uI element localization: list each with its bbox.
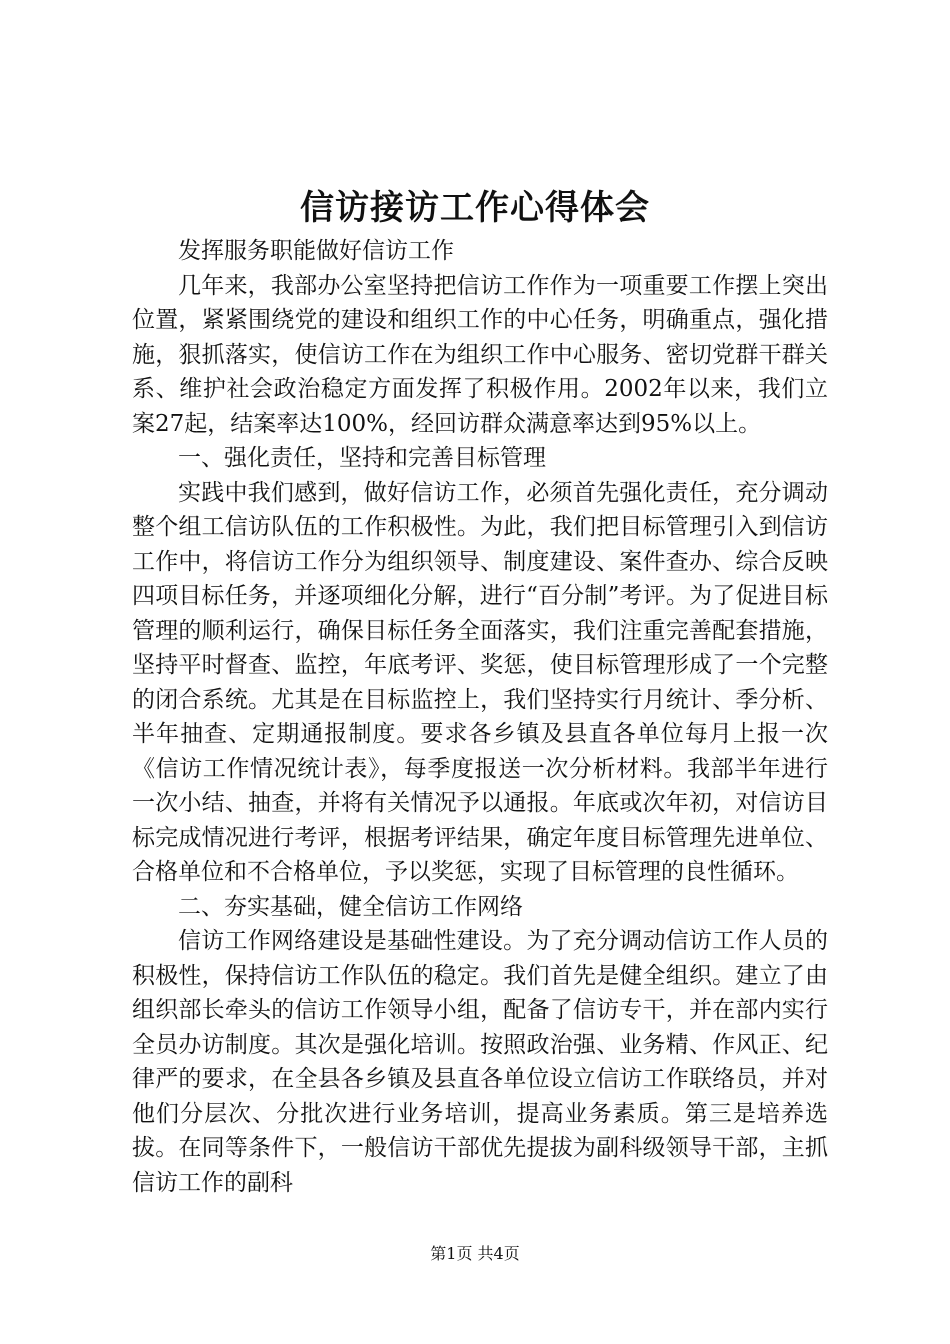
section-heading-2: 二、夯实基础，健全信访工作网络: [178, 893, 523, 920]
section-heading-1: 一、强化责任，坚持和完善目标管理: [178, 445, 546, 471]
document-title: 信访接访工作心得体会: [300, 188, 650, 228]
document-body: [132, 234, 828, 1200]
paragraph-section-2: 信访工作网络建设是基础性建设。为了充分调动信访工作人员的积极性，保持信访工作队伍的稳定。我们首先是健全组织。建立了由组织部长牵头的信访工作领导小组，配备了信访专干，并在部内实行全员办访制度。其次是强化培训。按照政治强、业务精、作风正、纪律严的要求，在全县各乡镇及县直各单位设立信访工作联络员，并对他们分层次、分批次进行业务培训，提高业务素质。第三是培养选拔。在同等条件下，一般信访干部优先提拔为副科级领导干部，主抓信访工作的副科: [132, 928, 828, 1196]
paragraph-intro: 几年来，我部办公室坚持把信访工作作为一项重要工作摆上突出位置，紧紧围绕党的建设和组织工作的中心任务，明确重点，强化措施，狠抓落实，使信访工作在为组织工作中心服务、密切党群干群关系、维护社会政治稳定方面发挥了积极作用。2002年以来，我们立案27起，结案率达100%，经回访群众满意率达到95%以上。: [132, 272, 828, 437]
page-number-footer: 第1页 共4页: [430, 1244, 520, 1263]
paragraph-section-1: 实践中我们感到，做好信访工作，必须首先强化责任，充分调动整个组工信访队伍的工作积极性。为此，我们把目标管理引入到信访工作中，将信访工作分为组织领导、制度建设、案件查办、综合反映四项目标任务，并逐项细化分解，进行“百分制”考评。为了促进目标管理的顺利运行，确保目标任务全面落实，我们注重完善配套措施，坚持平时督查、监控，年底考评、奖惩，使目标管理形成了一个完整的闭合系统。尤其是在目标监控上，我们坚持实行月统计、季分析、半年抽查、定期通报制度。要求各乡镇及县直各单位每月上报一次《信访工作情况统计表》，每季度报送一次分析材料。我部半年进行一次小结、抽查，并将有关情况予以通报。年底或次年初，对信访目标完成情况进行考评，根据考评结果，确定年度目标管理先进单位、合格单位和不合格单位，予以奖惩，实现了目标管理的良性循环。: [132, 479, 828, 885]
paragraph-subtitle: 发挥服务职能做好信访工作: [178, 238, 454, 264]
